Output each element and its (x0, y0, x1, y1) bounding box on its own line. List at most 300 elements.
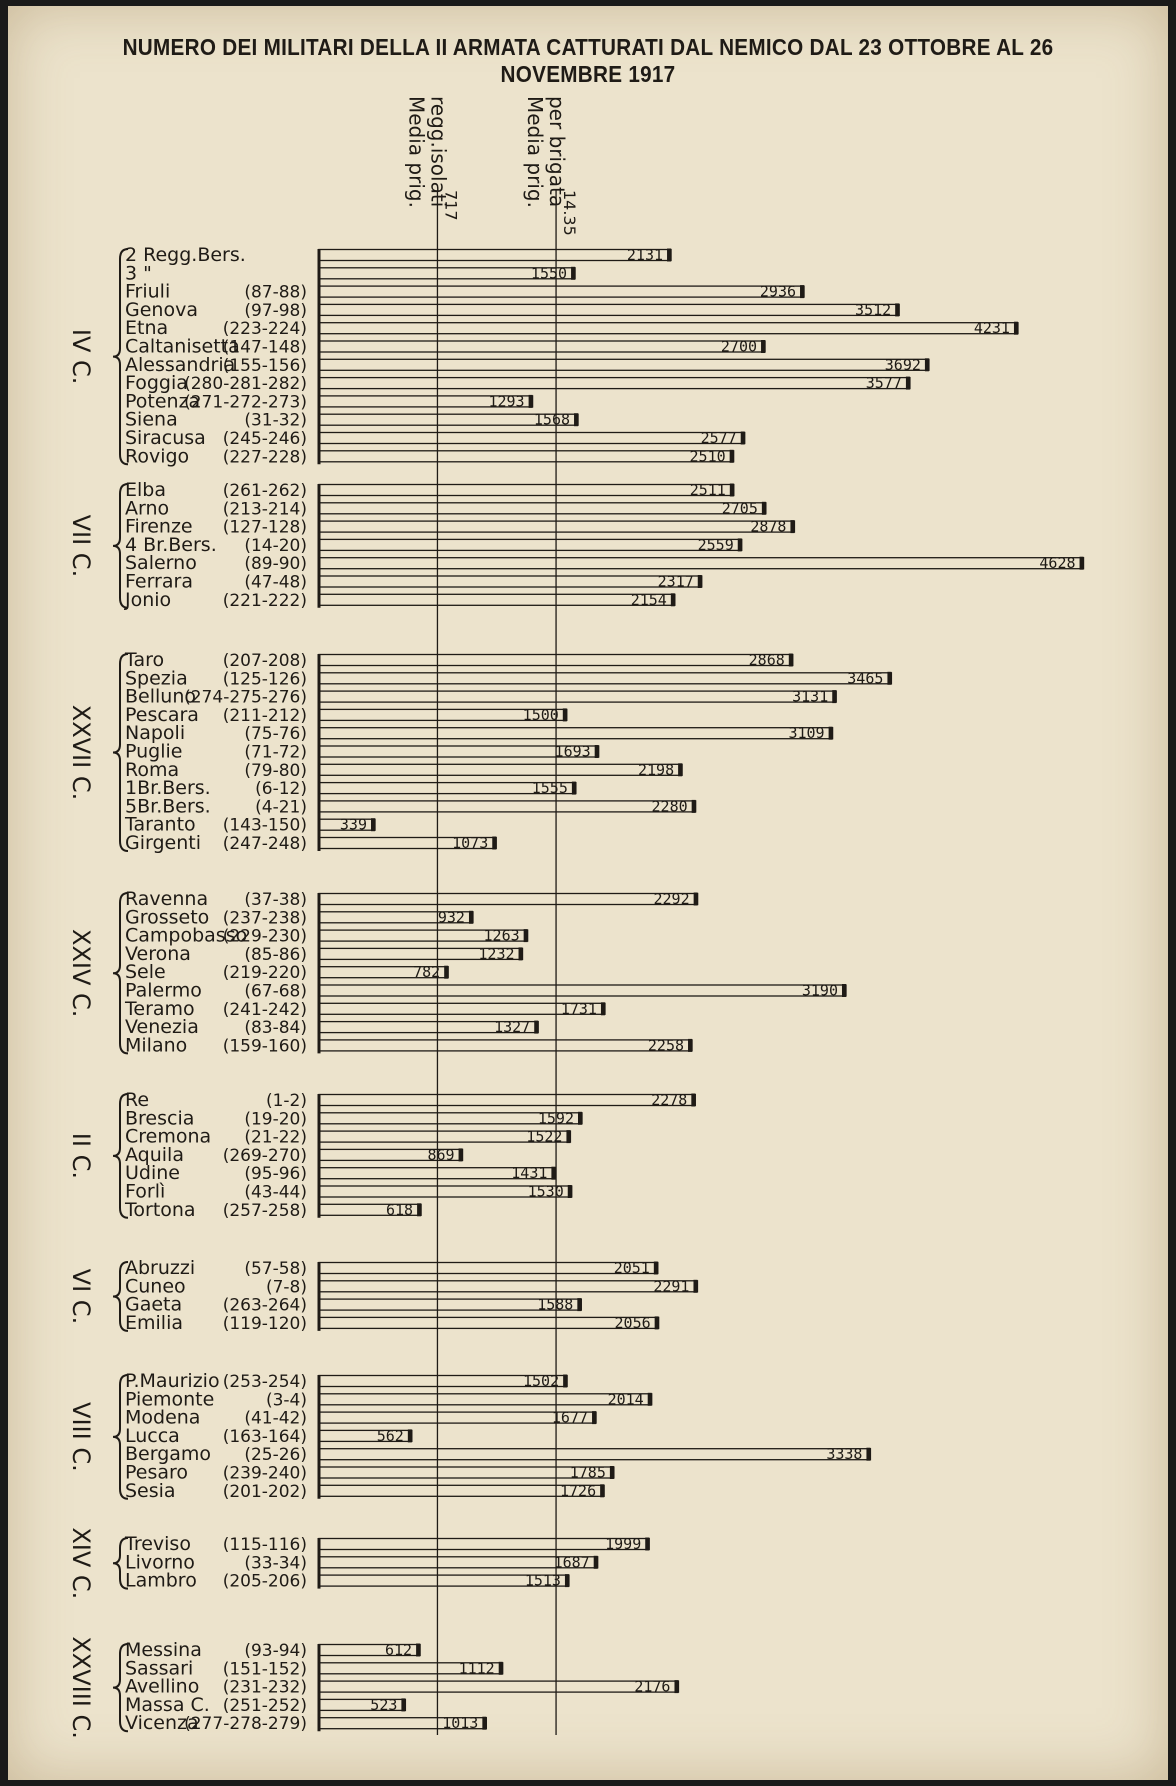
bar-value-label: 1550 (530, 264, 568, 283)
bar (319, 485, 734, 496)
bar-end-cap (866, 1448, 870, 1461)
bar-category-label: Potenza (125, 390, 201, 413)
bar (319, 323, 1018, 334)
bar-category-label: Napoli (125, 722, 186, 745)
bar-category-code: (277-278-279) (184, 1714, 307, 1735)
bar-category-code: (75-76) (244, 724, 307, 745)
bar (319, 1539, 649, 1550)
bar-value-label: 1502 (523, 1372, 560, 1390)
bar-value-label: 1073 (452, 834, 489, 852)
bar-value-label: 523 (370, 1695, 398, 1714)
bar-value-label: 2278 (651, 1091, 688, 1109)
bar-value-label: 1263 (483, 926, 520, 945)
bar-end-cap (829, 727, 833, 740)
bar (319, 1317, 659, 1328)
bar-category-code: (239-240) (222, 1463, 307, 1484)
bar-category-code: (219-220) (222, 963, 307, 984)
bar-category-label: Roma (125, 758, 180, 781)
bar-value-label: 1555 (531, 779, 568, 798)
bar-value-label: 2705 (721, 499, 758, 518)
bar-category-code: (271-272-273) (184, 392, 307, 413)
bar-category-label: Siena (125, 408, 178, 431)
bar-category-code: (4-21) (255, 797, 307, 818)
bar-category-label: Girgenti (125, 832, 201, 854)
bar-value-label: 3338 (826, 1445, 863, 1464)
bar-end-cap (1080, 557, 1084, 570)
bar-category-code: (231-232) (222, 1677, 307, 1698)
bar (319, 1394, 652, 1405)
bar-end-cap (692, 800, 696, 813)
bar (319, 250, 671, 261)
bar (319, 801, 696, 812)
bar-end-cap (789, 654, 793, 667)
bar-end-cap (654, 1262, 658, 1275)
bar-value-label: 1232 (478, 944, 515, 963)
bar-category-label: Spezia (125, 667, 188, 690)
bar-category-code: (85-86) (244, 944, 307, 965)
bar-value-label: 782 (413, 963, 441, 982)
bar-category-label: Avellino (125, 1675, 200, 1698)
bar-category-code: (253-254) (222, 1372, 307, 1392)
reference-line-label: regg.isolati (426, 96, 451, 208)
bar-category-label: Cuneo (125, 1275, 186, 1298)
bar-category-code: (207-208) (222, 651, 307, 671)
bar-category-label: Bergamo (125, 1443, 212, 1466)
bar-value-label: 1568 (533, 410, 571, 429)
bar-value-label: 3465 (847, 669, 884, 688)
bar-category-code: (147-148) (222, 337, 307, 358)
bar (319, 673, 891, 684)
bar-category-code: (205-206) (222, 1571, 307, 1592)
bar-category-code: (33-34) (244, 1553, 307, 1574)
bar-category-code: (251-252) (222, 1695, 307, 1716)
corps-label: II C. (67, 1132, 95, 1179)
bar-category-code: (71-72) (244, 742, 307, 763)
bar-category-label: Elba (125, 479, 166, 501)
bar-value-label: 1677 (551, 1408, 589, 1427)
bar-value-label: 1731 (560, 999, 597, 1018)
bar-category-label: Puglie (125, 740, 183, 763)
bar-end-cap (832, 690, 836, 703)
bar-category-code: (1-2) (265, 1091, 307, 1111)
bar-end-cap (565, 1574, 569, 1587)
bar-end-cap (688, 1039, 692, 1052)
bar-category-label: Alessandria (125, 353, 236, 376)
bar (319, 1095, 695, 1106)
bar-category-code: (3-4) (265, 1390, 307, 1411)
bar-end-cap (416, 1644, 420, 1657)
bar-value-label: 1522 (526, 1127, 563, 1146)
bar-category-label: Treviso (125, 1533, 191, 1555)
bar-category-label: 4 Br.Bers. (125, 533, 217, 556)
bar-category-label: Firenze (125, 515, 193, 538)
bar (319, 1449, 870, 1460)
bar-category-label: Gaeta (125, 1293, 183, 1316)
bar-end-cap (592, 1411, 596, 1424)
bar (319, 1263, 658, 1274)
bar-category-label: Taro (125, 649, 165, 671)
bar-category-code: (257-258) (222, 1200, 307, 1221)
chart-title: NUMERO DEI MILITARI DELLA II ARMATA CATTURATI DAL NEMICO DAL 23 OTTOBRE AL 26 NOVEMBRE 1917 (122, 34, 1054, 87)
bar-category-code: (87-88) (244, 282, 307, 303)
bar-category-code: (263-264) (222, 1295, 307, 1316)
bar-end-cap (444, 966, 448, 979)
bar-category-code: (163-164) (222, 1426, 307, 1447)
bar-category-label: Venezia (125, 1016, 199, 1039)
bar (319, 1681, 678, 1692)
bar-category-label: Lambro (125, 1569, 197, 1592)
bar-category-code: (6-12) (255, 779, 307, 800)
bar-value-label: 2176 (634, 1677, 671, 1696)
bar-value-label: 562 (376, 1426, 404, 1445)
bar-category-code: (93-94) (244, 1641, 307, 1661)
bar-end-cap (566, 1130, 570, 1143)
bar-category-code: (245-246) (222, 429, 307, 449)
bar-category-code: (97-98) (244, 300, 307, 321)
bar-category-label: Siracusa (125, 427, 206, 449)
bar-end-cap (671, 593, 675, 606)
bar-category-label: Piemonte (125, 1388, 215, 1411)
bar-category-label: Friuli (125, 280, 171, 303)
bar-end-cap (761, 340, 765, 353)
bar-category-label: Campobasso (125, 924, 248, 947)
bar-end-cap (459, 1148, 463, 1161)
bar-category-label: Aquila (125, 1143, 184, 1166)
bar-category-code: (47-48) (244, 572, 307, 593)
corps-label: XXVII C. (67, 704, 95, 801)
bar-category-label: Sassari (125, 1657, 194, 1680)
bar-end-cap (519, 947, 523, 960)
corps-label: VIII C. (67, 1402, 95, 1472)
bar-value-label: 1726 (560, 1481, 597, 1500)
corps-label: IV C. (67, 328, 95, 385)
bar-category-code: (89-90) (244, 554, 307, 575)
bar-category-label: Foggia (125, 372, 188, 395)
bar-value-label: 1530 (527, 1182, 564, 1201)
bar-category-label: Pesaro (125, 1461, 189, 1484)
bar-end-cap (762, 502, 766, 515)
bar-category-code: (223-224) (222, 319, 307, 340)
bar-category-code: (95-96) (244, 1164, 307, 1185)
bar-value-label: 2051 (613, 1259, 650, 1277)
bar-category-label: Tortona (125, 1198, 196, 1221)
bar-category-label: Messina (125, 1639, 202, 1661)
bar-end-cap (842, 984, 846, 997)
bar-category-label: Taranto (125, 813, 196, 836)
bar-value-label: 1500 (522, 705, 559, 724)
reference-line-label: Media prig. (523, 96, 548, 208)
bar-category-label: Milano (125, 1034, 188, 1057)
bar-value-label: 339 (339, 815, 368, 834)
bar-category-code: (57-58) (244, 1259, 307, 1279)
bar-category-label: Brescia (125, 1107, 195, 1130)
bar-category-label: Belluno (125, 685, 196, 708)
bar-category-label: Cremona (125, 1125, 212, 1148)
bar-end-cap (691, 1094, 695, 1107)
corps-label: VII C. (67, 514, 95, 578)
bar-end-cap (741, 432, 745, 445)
bar-end-cap (693, 1280, 697, 1293)
bar-category-code: (237-238) (222, 908, 307, 929)
bar-end-cap (578, 1112, 582, 1125)
bar-value-label: 2936 (759, 282, 797, 301)
bar (319, 521, 794, 532)
bar-category-label: Etna (125, 317, 169, 340)
bar-end-cap (906, 377, 910, 390)
bar-end-cap (408, 1429, 412, 1442)
bar (319, 503, 766, 514)
bar-value-label: 2056 (614, 1313, 651, 1332)
corps-label: VI C. (67, 1268, 95, 1325)
bar (319, 451, 734, 462)
bar (319, 594, 675, 605)
bar-category-label: Palermo (125, 979, 202, 1002)
bar-value-label: 3109 (788, 724, 825, 743)
bar-end-cap (568, 1185, 572, 1198)
bar (319, 764, 682, 775)
bar-value-label: 2511 (689, 481, 726, 499)
bar-category-label: Vicenza (125, 1712, 199, 1735)
bar-category-label: Udine (125, 1162, 180, 1185)
bar-category-code: (14-20) (244, 535, 307, 556)
bar-category-label: Modena (125, 1406, 201, 1429)
bar-category-label: Re (125, 1089, 150, 1111)
bar-end-cap (678, 763, 682, 776)
bar-category-code: (229-230) (222, 926, 307, 947)
bar-end-cap (648, 1393, 652, 1406)
bar-category-label: Livorno (125, 1551, 195, 1574)
bar-value-label: 1687 (553, 1553, 590, 1572)
bar-value-label: 1513 (524, 1571, 561, 1590)
bar-category-label: Pescara (125, 703, 199, 726)
bar-category-code: (31-32) (244, 410, 307, 431)
bar-value-label: 2292 (653, 890, 690, 908)
bar-value-label: 612 (385, 1641, 413, 1659)
bar-category-label: Caltanisetta (125, 335, 240, 358)
bar-value-label: 932 (437, 908, 465, 927)
bar-value-label: 1112 (458, 1659, 495, 1678)
bar-value-label: 4231 (973, 319, 1010, 338)
bar-category-code: (261-262) (222, 481, 307, 501)
bar-category-label: Rovigo (125, 445, 190, 468)
bar-category-code: (127-128) (222, 517, 307, 538)
bar-category-code: (125-126) (222, 669, 307, 690)
bar-category-code: (247-248) (222, 834, 307, 854)
bar-end-cap (730, 450, 734, 463)
bar-value-label: 1693 (554, 742, 591, 761)
bar-category-label: Verona (125, 942, 191, 965)
bar-category-code: (25-26) (244, 1445, 307, 1466)
bar-category-code: (155-156) (222, 355, 307, 376)
bar-category-code: (21-22) (244, 1127, 307, 1148)
bar-end-cap (577, 1298, 581, 1311)
bar (319, 433, 745, 444)
bar-value-label: 3692 (884, 355, 921, 374)
bar-category-label: Jonio (125, 588, 172, 611)
bar-end-cap (674, 1680, 678, 1693)
bar-category-code: (274-275-276) (184, 687, 307, 708)
bar-end-cap (645, 1538, 649, 1551)
bar-category-label: P.Maurizio (125, 1370, 220, 1392)
bar-value-label: 1293 (488, 392, 525, 411)
bar-end-cap (529, 395, 533, 408)
corps-label: XXVIII C. (67, 1636, 95, 1739)
bar-value-label: 2014 (607, 1390, 644, 1409)
bar-end-cap (572, 782, 576, 795)
bar-end-cap (667, 249, 671, 262)
bar-value-label: 1999 (605, 1535, 642, 1553)
bar-value-label: 3131 (792, 687, 829, 706)
bar-value-label: 2154 (630, 590, 667, 609)
reference-line-label: per brigata (545, 96, 570, 208)
bar-value-label: 2198 (637, 760, 675, 779)
bar-end-cap (574, 413, 578, 426)
bar-category-code: (37-38) (244, 890, 307, 910)
bar-end-cap (655, 1316, 659, 1329)
bar-category-label: Massa C. (125, 1693, 210, 1716)
bar-category-label: Forlì (125, 1180, 166, 1203)
bar (319, 1040, 692, 1051)
bar-category-code: (41-42) (244, 1408, 307, 1429)
bar-value-label: 2280 (651, 797, 688, 816)
bar (319, 1281, 697, 1292)
bar-end-cap (401, 1698, 405, 1711)
bar-value-label: 2577 (700, 429, 737, 447)
bar-end-cap (610, 1466, 614, 1479)
bar-category-label: 3 " (125, 262, 152, 285)
bar-category-label: Grosseto (125, 906, 210, 929)
bar-category-label: 2 Regg.Bers. (125, 244, 246, 266)
reference-line-value: 14.35 (560, 190, 580, 236)
bar-category-label: Genova (125, 298, 198, 321)
bar (319, 539, 742, 550)
bar (319, 378, 910, 389)
bar-category-label: Teramo (125, 997, 195, 1020)
bar-category-code: (19-20) (244, 1109, 307, 1130)
bar-end-cap (895, 303, 899, 316)
bar-category-label: Sesia (125, 1479, 176, 1502)
bar-value-label: 2131 (626, 246, 664, 264)
bar-end-cap (371, 818, 375, 831)
bar-end-cap (738, 538, 742, 551)
bar-category-code: (241-242) (222, 999, 307, 1020)
bar-value-label: 2559 (697, 535, 734, 554)
bar (319, 894, 698, 905)
bar-end-cap (524, 929, 528, 942)
bar-category-code: (269-270) (222, 1145, 307, 1166)
bar (319, 304, 899, 315)
bar-category-code: (115-116) (222, 1535, 307, 1555)
bar-category-code: (159-160) (222, 1036, 307, 1057)
bar-category-label: Sele (125, 961, 166, 984)
bar-end-cap (594, 1556, 598, 1569)
bar-category-code: (213-214) (222, 499, 307, 520)
bar-end-cap (571, 267, 575, 280)
bar-value-label: 3190 (801, 981, 838, 1000)
bar-category-code: (7-8) (265, 1277, 307, 1298)
bar-category-code: (119-120) (222, 1313, 307, 1334)
bar (319, 558, 1084, 569)
bar-value-label: 2258 (647, 1036, 685, 1055)
reference-line-value: 717 (441, 190, 461, 221)
bar (319, 359, 929, 370)
bar (319, 576, 702, 587)
bar-end-cap (492, 837, 496, 850)
bar-value-label: 2291 (653, 1277, 690, 1296)
bar-category-code: (67-68) (244, 981, 307, 1002)
bar-end-cap (698, 575, 702, 588)
bar-end-cap (563, 1375, 567, 1388)
bar-end-cap (730, 484, 734, 497)
bar (319, 691, 836, 702)
bar-value-label: 1785 (569, 1463, 606, 1482)
bar-category-label: Ravenna (125, 888, 209, 910)
bar-value-label: 2700 (720, 337, 758, 356)
bar (319, 728, 833, 739)
bar-end-cap (601, 1002, 605, 1015)
bar-category-code: (201-202) (222, 1481, 307, 1502)
bar-category-code: (211-212) (222, 705, 307, 726)
bar-value-label: 1013 (442, 1714, 479, 1733)
bar-category-label: Salerno (125, 552, 197, 575)
bar-value-label: 4628 (1039, 554, 1076, 573)
bar-value-label: 1431 (511, 1164, 548, 1183)
bar-category-code: (221-222) (222, 590, 307, 611)
bar-value-label: 618 (385, 1200, 414, 1219)
bar-end-cap (551, 1167, 555, 1180)
bar-value-label: 869 (427, 1145, 455, 1164)
bar-category-code: (79-80) (244, 760, 307, 781)
bar-value-label: 1588 (537, 1295, 574, 1314)
bar-end-cap (499, 1662, 503, 1675)
bar-category-code: (143-150) (222, 815, 307, 836)
bar-value-label: 2510 (689, 447, 726, 466)
bar-value-label: 2878 (750, 517, 787, 536)
bar-end-cap (563, 708, 567, 721)
bar-category-label: Lucca (125, 1424, 180, 1447)
bar-category-label: Ferrara (125, 570, 193, 593)
bar-end-cap (482, 1717, 486, 1730)
bar-category-label: 5Br.Bers. (125, 795, 211, 818)
bar-end-cap (800, 285, 804, 298)
bar-end-cap (887, 672, 891, 685)
bar-value-label: 1592 (537, 1109, 574, 1128)
bar-end-cap (595, 745, 599, 758)
bar-value-label: 3512 (855, 300, 892, 319)
bar-value-label: 3577 (865, 374, 902, 393)
bar-end-cap (925, 358, 929, 371)
bar-end-cap (600, 1484, 604, 1497)
bar (319, 341, 765, 352)
bar-category-label: Emilia (125, 1311, 183, 1334)
bar-category-code: (227-228) (222, 447, 307, 468)
bar-category-code: (43-44) (244, 1182, 307, 1203)
reference-line-label: Media prig. (404, 96, 429, 208)
bar-end-cap (790, 520, 794, 533)
bar-end-cap (534, 1021, 538, 1034)
bar-end-cap (417, 1203, 421, 1216)
bar-value-label: 1327 (494, 1018, 531, 1037)
bar-category-code: (83-84) (244, 1018, 307, 1039)
bar-category-code: (280-281-282) (184, 374, 307, 395)
bar-category-code: (151-152) (222, 1659, 307, 1680)
bar (319, 286, 804, 297)
bar-end-cap (469, 911, 473, 924)
corps-label: XXIV C. (67, 928, 95, 1018)
bar-category-label: Arno (125, 497, 170, 520)
bar-end-cap (1014, 322, 1018, 335)
corps-label: XIV C. (67, 1527, 95, 1600)
